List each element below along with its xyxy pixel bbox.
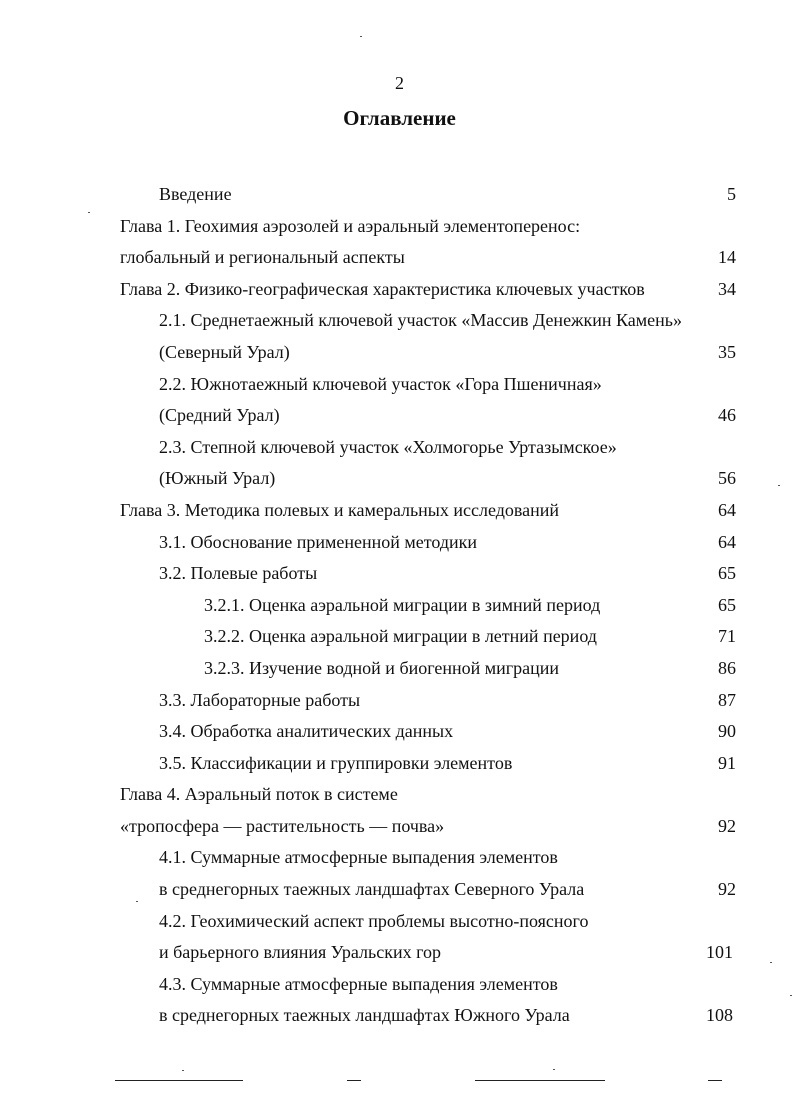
toc-entry-page: 65 [718,594,736,615]
toc-entry [0,369,799,401]
toc-entry-page: 5 [727,184,736,204]
toc-entry-text: Глава 1. Геохимия аэрозолей и аэральный элементоперенос: [120,215,581,236]
toc-entry-text: 4.1. Суммарные атмосферные выпадения элементов [159,847,558,868]
toc-entry-text: Глава 2. Физико-географическая характеристика ключевых участков [120,278,645,299]
toc-entry [0,211,799,243]
toc-entry-text: 3.2.2. Оценка аэральной миграции в летний период [204,626,597,647]
toc-entry [0,685,799,717]
toc-entry-text: и барьерного влияния Уральских гор [159,942,442,963]
toc-entry-page: 92 [718,879,736,900]
toc-entry [0,937,799,969]
scan-speck [136,901,138,902]
toc-entry-text: Глава 3. Методика полевых и камеральных исследований [120,499,560,520]
toc-entry [0,621,799,653]
footer-divider [115,1080,243,1081]
footer-divider [347,1080,361,1081]
scan-speck [88,212,90,213]
toc-entry-text: глобальный и региональный аспекты [120,247,405,268]
toc-entry [0,716,799,748]
toc-entry [0,906,799,938]
toc-entry-text: 3.2.1. Оценка аэральной миграции в зимний период [204,594,601,615]
toc-entry-text: 2.3. Степной ключевой участок «Холмогорье Уртазымское» [159,436,617,457]
toc-entry [0,653,799,685]
toc-entry-page: 87 [718,689,736,710]
toc-entry-page: 35 [718,341,736,362]
toc-entry [0,242,799,274]
scan-speck [778,485,780,486]
toc-entry [0,463,799,495]
toc-entry-text: 2.2. Южнотаежный ключевой участок «Гора Пшеничная» [159,373,602,394]
scan-speck [790,995,792,996]
toc-entry-text: (Северный Урал) [159,341,290,362]
page-number: 2 [395,73,404,93]
toc-entry [0,432,799,464]
footer-divider [708,1080,722,1081]
toc-entry [0,590,799,622]
scan-speck [182,1070,184,1071]
toc-entry [0,842,799,874]
toc-entry [0,558,799,590]
toc-entry [0,874,799,906]
toc-entry-text: «тропосфера — растительность — почва» [120,815,445,836]
toc-entry [0,1000,799,1032]
toc-entry-text: в среднегорных таежных ландшафтах Северного Урала [159,879,585,900]
toc-entry [0,305,799,337]
toc-entry-text: 3.1. Обоснование примененной методики [159,531,478,552]
toc-entry-page: 86 [718,657,736,678]
toc-entry-text: (Средний Урал) [159,405,280,426]
toc-entry-text: Введение [159,184,232,204]
toc-entry-page: 65 [718,563,736,584]
toc-entry-text: (Южный Урал) [159,468,276,489]
toc-entry-text: 3.5. Классификации и группировки элементов [159,752,513,773]
table-of-contents [0,179,799,1032]
scan-speck [770,962,772,963]
toc-entry-page: 14 [718,247,736,268]
toc-entry [0,337,799,369]
toc-entry-page: 64 [718,531,736,552]
toc-entry-page: 56 [718,468,736,489]
toc-entry [0,179,799,211]
toc-entry [0,779,799,811]
toc-entry-text: в среднегорных таежных ландшафтах Южного Урала [159,1005,570,1026]
toc-entry [0,400,799,432]
toc-entry-page: 34 [718,278,736,299]
toc-entry-page: 92 [718,815,736,836]
toc-entry-page: 91 [718,752,736,773]
toc-entry-text: 3.3. Лабораторные работы [159,689,361,710]
toc-entry [0,495,799,527]
page-title: Оглавление [343,106,456,130]
toc-entry-text: 3.2.3. Изучение водной и биогенной миграции [204,657,560,678]
toc-entry [0,527,799,559]
footer-divider [475,1080,605,1081]
toc-entry-page: 46 [718,405,736,426]
scan-speck [553,1069,555,1070]
toc-entry [0,274,799,306]
toc-entry-text: 2.1. Среднетаежный ключевой участок «Массив Денежкин Камень» [159,310,682,331]
toc-entry-page: 64 [718,499,736,520]
toc-entry [0,811,799,843]
toc-entry-page: 101 [706,942,733,963]
toc-entry [0,969,799,1001]
toc-entry [0,748,799,780]
scan-speck [360,36,362,37]
toc-entry-text: 3.4. Обработка аналитических данных [159,721,454,742]
toc-entry-page: 71 [718,626,736,647]
toc-entry-page: 108 [706,1005,733,1026]
toc-entry-text: Глава 4. Аэральный поток в системе [120,784,398,805]
toc-entry-text: 4.2. Геохимический аспект проблемы высотно-поясного [159,910,589,931]
toc-entry-text: 3.2. Полевые работы [159,563,318,584]
toc-entry-page: 90 [718,721,736,742]
toc-entry-text: 4.3. Суммарные атмосферные выпадения элементов [159,973,558,994]
